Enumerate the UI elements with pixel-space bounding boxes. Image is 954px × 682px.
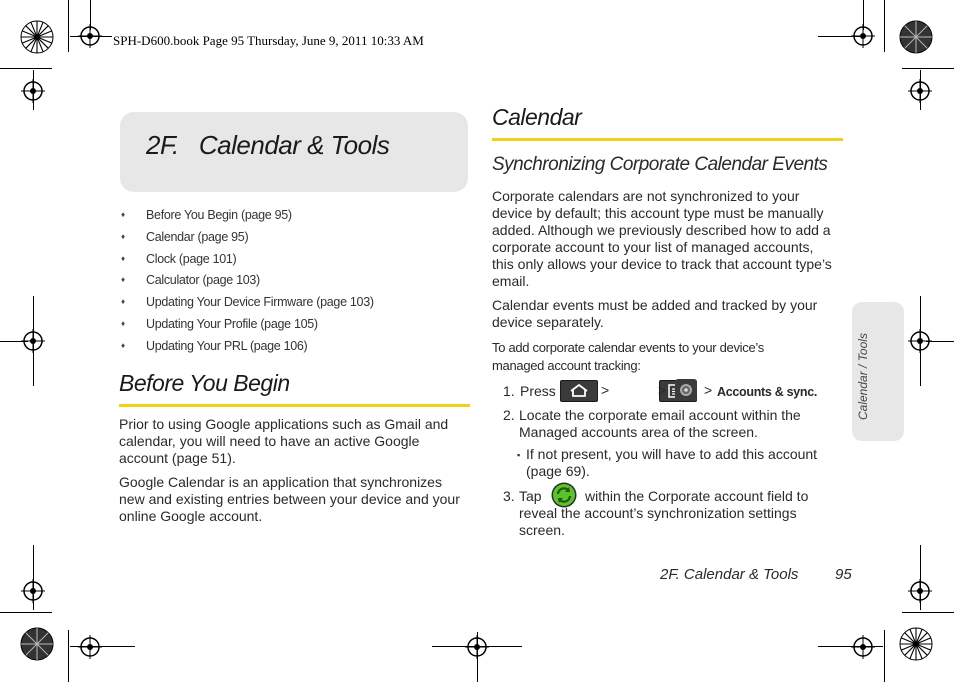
- toc-item[interactable]: ♦ Updating Your Profile (page 105): [121, 316, 318, 331]
- accounts-sync-label: Accounts & sync.: [717, 385, 818, 399]
- before-you-begin-body: Prior to using Google applications such as Gmail and calendar, you will need to have an active Google account (page 51). Google Calendar is an application that synchronizes new and existing entries between your device and your online Google account.: [119, 416, 460, 524]
- diamond-bullet-icon: ♦: [121, 210, 125, 219]
- registration-target-icon: [851, 635, 875, 659]
- registration-target-icon: [78, 635, 102, 659]
- starburst-target-icon: [899, 20, 933, 54]
- registration-target-icon: [908, 329, 932, 353]
- print-header: SPH-D600.book Page 95 Thursday, June 9, 2011 10:33 AM: [113, 33, 424, 48]
- toc-item[interactable]: ♦ Clock (page 101): [121, 251, 237, 266]
- step-3: 3. Tap within the Corporate account field to reveal the account’s synchronization settings screen.: [503, 488, 843, 548]
- registration-target-icon: [851, 24, 875, 48]
- diamond-bullet-icon: ♦: [121, 318, 125, 328]
- sync-corporate-subheading: Synchronizing Corporate Calendar Events: [492, 154, 828, 175]
- registration-target-icon: [21, 329, 45, 353]
- step-press-text: Press: [520, 383, 556, 399]
- separator: >: [704, 382, 713, 398]
- toc-item[interactable]: ♦ Updating Your PRL (page 106): [121, 338, 308, 353]
- chapter-title: 2F. Calendar & Tools: [146, 130, 390, 160]
- toc-item[interactable]: ♦ Before You Begin (page 95): [121, 208, 292, 222]
- diamond-bullet-icon: ♦: [121, 275, 125, 285]
- diamond-bullet-icon: ♦: [121, 340, 125, 350]
- registration-target-icon: [21, 579, 45, 603]
- step-tap-text: Tap: [519, 488, 542, 504]
- diamond-bullet-icon: ♦: [121, 253, 125, 263]
- diamond-bullet-icon: ♦: [121, 297, 125, 307]
- side-section-tab: [852, 302, 904, 441]
- toc-item[interactable]: ♦ Calendar (page 95): [121, 229, 249, 244]
- side-tab-label: Calendar / Tools: [856, 333, 870, 420]
- calendar-heading: Calendar: [492, 104, 582, 130]
- step-1: [503, 382, 843, 404]
- settings-icon: [675, 379, 697, 401]
- home-key-icon: [560, 380, 598, 402]
- diamond-bullet-icon: ♦: [121, 231, 125, 241]
- procedure-intro: To add corporate calendar events to your device’s managed account tracking:: [492, 340, 764, 373]
- starburst-target-icon: [20, 627, 54, 661]
- square-bullet-icon: ▪: [517, 450, 521, 460]
- registration-target-icon: [21, 79, 45, 103]
- starburst-target-icon: [899, 627, 933, 661]
- footer-section-title: 2F. Calendar & Tools: [660, 566, 799, 583]
- calendar-body: Corporate calendars are not synchronized to your device by default; this account type must be manually added. Although we previously described how to add a corporate account to your list of managed accounts, this only allows your device to track that account type’s email. Calendar events must be added and tracked by your device separately.: [492, 188, 832, 330]
- step-number: 3.: [503, 488, 515, 504]
- starburst-target-icon: [20, 20, 54, 54]
- toc-item[interactable]: ♦ Updating Your Device Firmware (page 103): [121, 295, 374, 310]
- heading-rule: [119, 404, 470, 407]
- registration-target-icon: [908, 79, 932, 103]
- step-2: 2. Locate the corporate email account within the Managed accounts area of the screen. ▪ If not present, you will have to add this account (page 69).: [503, 407, 818, 479]
- toc-item[interactable]: ♦ Calculator (page 103): [121, 273, 260, 288]
- step-number: 1.: [503, 383, 515, 399]
- registration-target-icon: [465, 635, 489, 659]
- separator: >: [658, 382, 667, 398]
- step-number: 2.: [503, 407, 515, 423]
- registration-target-icon: [908, 579, 932, 603]
- before-you-begin-heading: Before You Begin: [119, 370, 290, 396]
- page-number: 95: [835, 566, 852, 583]
- registration-target-icon: [78, 24, 102, 48]
- separator: >: [601, 382, 610, 398]
- chapter-toc: [120, 206, 470, 359]
- heading-rule: [492, 138, 843, 141]
